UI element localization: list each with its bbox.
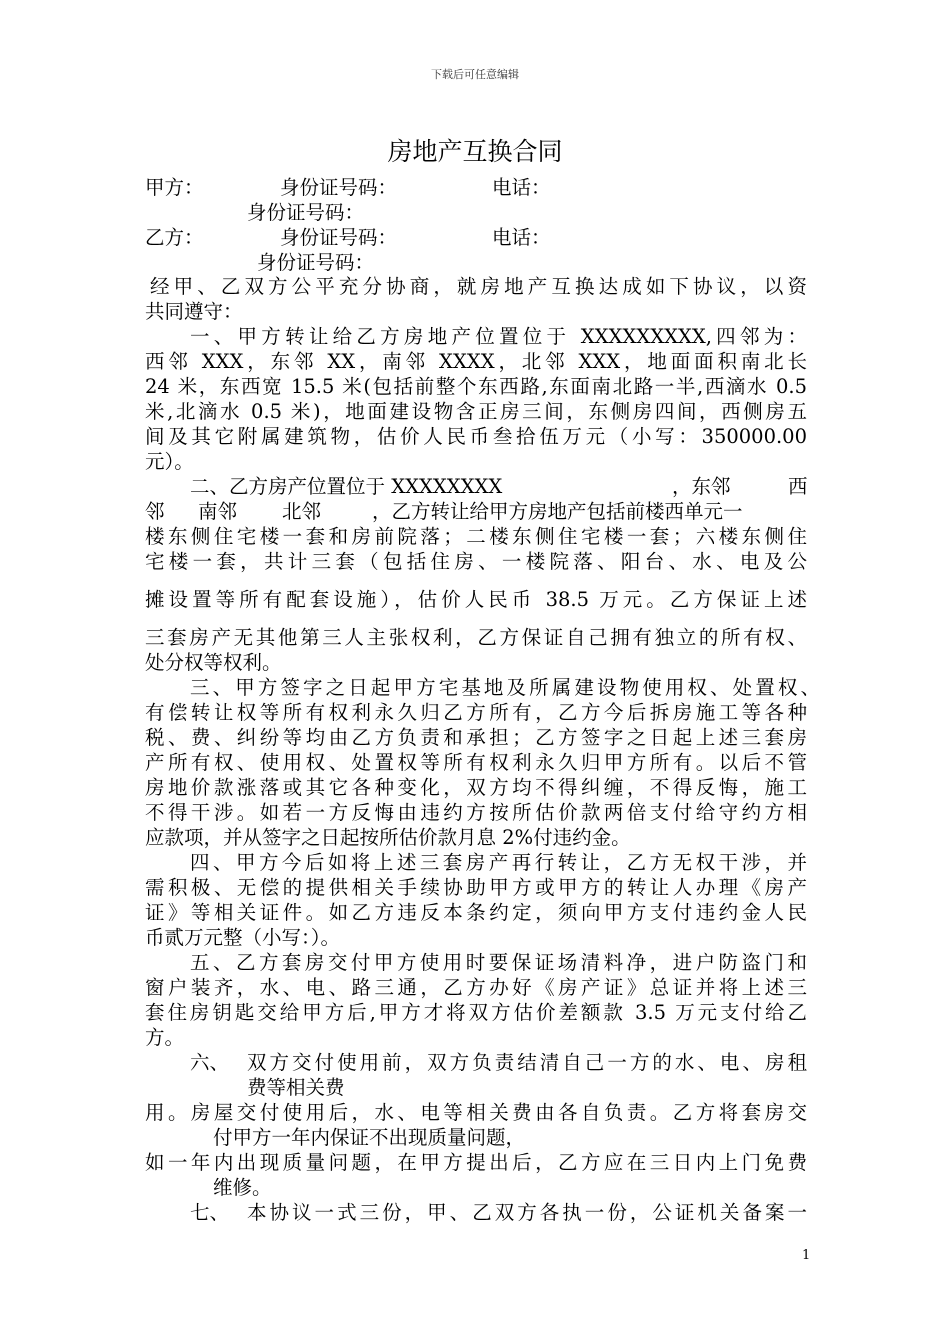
clause-6-line: 付甲方一年内保证不出现质量问题，: [213, 1126, 526, 1149]
clause-6-line: 用。房屋交付使用后，水、电等相关费由各自负责。乙方将套房交: [145, 1101, 807, 1124]
clause-6-line: 维修。: [213, 1176, 272, 1199]
clause-6-line: 费等相关费: [247, 1076, 345, 1099]
clause-2-fragment: 西: [788, 475, 808, 498]
page-number: 1: [802, 1248, 811, 1263]
party-b-label: 乙方：: [145, 226, 204, 249]
clause-2-fragment: 邻: [145, 500, 165, 523]
clause-5-line: 方。: [145, 1026, 185, 1049]
clause-2-fragment: 北邻: [282, 500, 322, 523]
clause-7-number: 七、: [190, 1201, 230, 1224]
clause-5-line: 五、乙方套房交付甲方使用时要保证场清料净，进户防盗门和: [190, 951, 807, 974]
clause-1-line: 西邻 XXX，东邻 XX，南邻 XXXX，北邻 XXX，地面面积南北长: [145, 350, 807, 373]
party-b-second-id-label: 身份证号码：: [257, 251, 375, 274]
clause-2-line: 楼东侧住宅楼一套和房前院落；二楼东侧住宅楼一套；六楼东侧住: [145, 525, 807, 548]
clause-2-line: 宅楼一套，共计三套（包括住房、一楼院落、阳台、水、电及公: [145, 550, 807, 573]
clause-2-fragment: 南邻: [198, 500, 238, 523]
clause-1-line: 米,北滴水 0.5 米)，地面建设物含正房三间，东侧房四间，西侧房五: [145, 400, 807, 423]
clause-3-line: 产所有权、使用权、处置权等所有权利永久归甲方所有。以后不管: [145, 751, 807, 774]
clause-5-line: 套住房钥匙交给甲方后,甲方才将双方估价差额款 3.5 万元支付给乙: [145, 1001, 807, 1024]
body-line: 经甲、乙双方公平充分协商，就房地产互换达成如下协议，以资: [150, 275, 807, 298]
clause-2-line: 二、乙方房产位置位于 XXXXXXXX: [190, 475, 503, 498]
party-b-phone-label: 电话：: [492, 226, 551, 249]
clause-3-line: 有偿转让权等所有权利永久归乙方所有，乙方今后拆房施工等各种: [145, 701, 807, 724]
clause-3-line: 不得干涉。如若一方反悔由违约方按所估价款两倍支付给守约方相: [145, 801, 807, 824]
party-a-phone-label: 电话：: [492, 176, 551, 199]
clause-3-line: 房地价款涨落或其它各种变化，双方均不得纠缠，不得反悔，施工: [145, 776, 807, 799]
party-b-id-label: 身份证号码：: [280, 226, 398, 249]
clause-5-line: 窗户装齐，水、电、路三通，乙方办好《房产证》总证并将上述三: [145, 976, 807, 999]
clause-2-fragment: ，东邻: [672, 475, 731, 498]
clause-3-line: 应款项，并从签字之日起按所估价款月息 2%付违约金。: [145, 826, 631, 849]
clause-3-line: 税、费、纠纷等均由乙方负责和承担；乙方签字之日起上述三套房: [145, 726, 807, 749]
clause-2-line: 三套房产无其他第三人主张权利，乙方保证自己拥有独立的所有权、: [145, 626, 807, 649]
clause-2-line: 处分权等权利。: [145, 651, 282, 674]
clause-4-line: 四、甲方今后如将上述三套房产再行转让，乙方无权干涉，并: [190, 851, 807, 874]
clause-1-line: 一、甲方转让给乙方房地产位置位于 XXXXXXXXX,四邻为：: [190, 325, 807, 348]
party-a-label: 甲方：: [145, 176, 204, 199]
clause-4-line: 证》等相关证件。如乙方违反本条约定，须向甲方支付违约金人民: [145, 901, 807, 924]
clause-7-line: 本协议一式三份，甲、乙双方各执一份，公证机关备案一: [247, 1201, 807, 1224]
clause-2-fragment: ，乙方转让给甲方房地产包括前楼西单元一: [372, 500, 743, 523]
clause-1-line: 24 米，东西宽 15.5 米(包括前整个东西路,东面南北路一半,西滴水 0.5: [145, 375, 807, 398]
party-a-id-label: 身份证号码：: [280, 176, 398, 199]
clause-3-line: 三、甲方签字之日起甲方宅基地及所属建设物使用权、处置权、: [190, 676, 820, 699]
clause-2-line: 摊设置等所有配套设施），估价人民币 38.5 万元。乙方保证上述: [145, 588, 807, 611]
party-a-second-id-label: 身份证号码：: [247, 201, 365, 224]
clause-1-line: 元）。: [145, 450, 194, 473]
clause-4-line: 需积极、无偿的提供相关手续协助甲方或甲方的转让人办理《房产: [145, 876, 807, 899]
clause-4-line: 币贰万元整（小写：）。: [145, 926, 341, 949]
clause-6-line: 如一年内出现质量问题，在甲方提出后，乙方应在三日内上门免费: [145, 1151, 807, 1174]
clause-6-number: 六、: [190, 1051, 230, 1074]
clause-6-line: 双方交付使用前，双方负责结清自己一方的水、电、房租: [247, 1051, 807, 1074]
clause-1-line: 间及其它附属建筑物，估价人民币叁拾伍万元（小写：350000.00: [145, 425, 807, 448]
document-title: 房地产互换合同: [387, 137, 563, 166]
body-line: 共同遵守：: [145, 300, 243, 323]
page-header-note: 下载后可任意编辑: [431, 68, 519, 81]
